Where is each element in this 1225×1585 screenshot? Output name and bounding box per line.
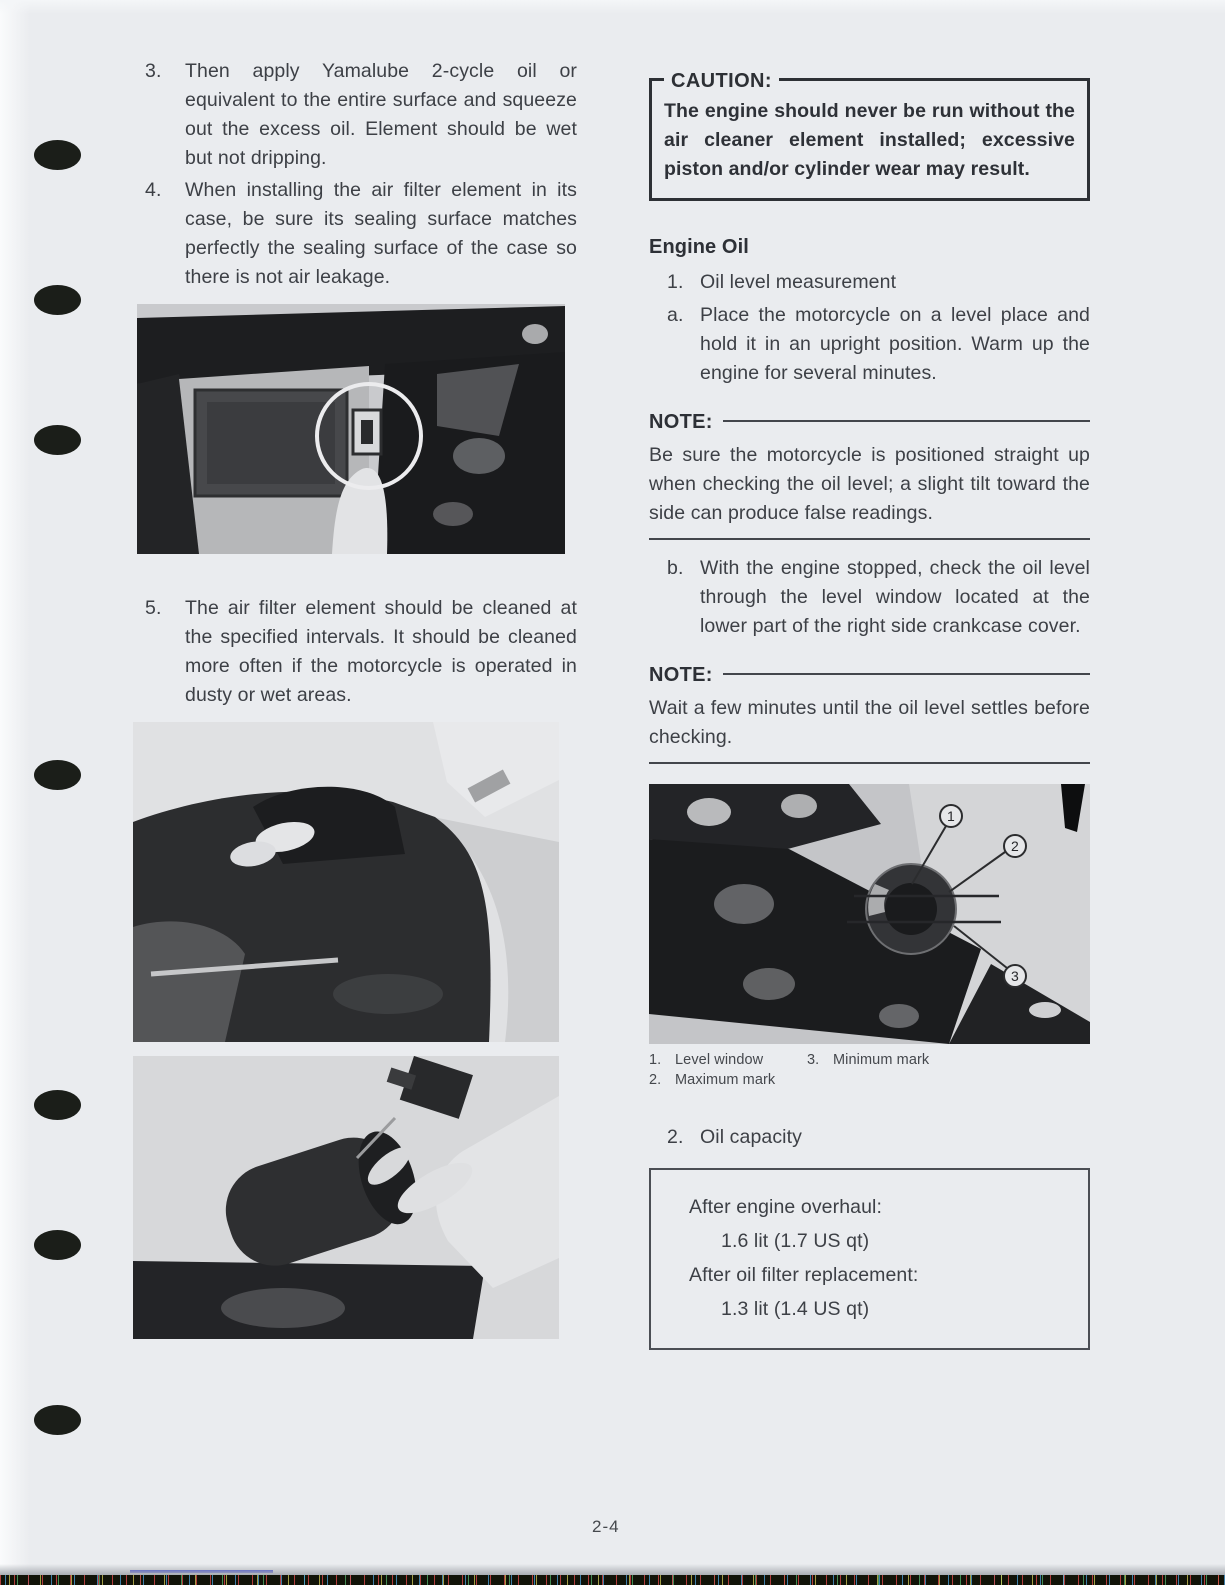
item-text: With the engine stopped, check the oil level through the level window located at the lower part of the right side crankcase cover. — [700, 557, 1090, 637]
caution-text: The engine should never be run without the air cleaner element installed; excessive piston and/or cylinder wear may result. — [664, 100, 1075, 180]
step-b-item — [649, 554, 1090, 641]
page-edge-highlight — [0, 0, 30, 1585]
binder-hole — [34, 1230, 81, 1260]
engine-oil-heading: Engine Oil — [649, 236, 749, 258]
note-rule — [723, 673, 1090, 675]
note-label: NOTE: — [649, 411, 713, 433]
caution-box — [649, 70, 1090, 201]
binder-hole — [34, 140, 81, 170]
binder-hole — [34, 1090, 81, 1120]
item-number: 2. — [667, 1126, 684, 1148]
step-text: Then apply Yamalube 2-cycle oil or equivalent to the entire surface and squeeze out the excess oil. Element should be wet but not dripping. — [185, 60, 577, 169]
note-rule — [723, 420, 1090, 422]
note-end-rule — [649, 762, 1090, 764]
legend-number: 1. — [649, 1052, 662, 1068]
item-text: Oil level measurement — [700, 271, 897, 293]
squeeze-element-photo — [133, 722, 559, 1042]
scan-shadow-band — [0, 1564, 1225, 1575]
caution-label: CAUTION: — [664, 67, 779, 96]
note-2-text: Wait a few minutes until the oil level settles before checking. — [649, 697, 1090, 748]
item-text: Oil capacity — [700, 1126, 802, 1148]
legend-label: Level window — [675, 1052, 764, 1068]
step-item-4 — [145, 176, 577, 292]
right-column — [649, 64, 1090, 1350]
legend-number: 2. — [649, 1072, 662, 1088]
callout-3-badge — [1004, 965, 1026, 987]
step-number: 3. — [145, 60, 162, 82]
oil-level-window-photo — [649, 784, 1090, 1044]
page-top-highlight — [0, 0, 1225, 14]
bottom-scan-bar — [0, 1575, 1225, 1585]
note-label: NOTE: — [649, 664, 713, 686]
callout-1-number: 1 — [947, 808, 955, 824]
air-filter-location-photo — [137, 304, 565, 554]
page-number: 2-4 — [592, 1517, 620, 1536]
step-item-5 — [145, 594, 577, 710]
callout-3-number: 3 — [1011, 968, 1019, 984]
callout-1-badge — [940, 805, 962, 827]
step-number: 4. — [145, 179, 162, 201]
legend-item-maximum-mark — [649, 1072, 807, 1089]
capacity-label: After engine overhaul: — [689, 1196, 882, 1218]
oil-level-item — [649, 268, 1090, 297]
note-1-text: Be sure the motorcycle is positioned straight up when checking the oil level; a slight tilt toward the side can produce false readings. — [649, 444, 1090, 524]
step-text: The air filter element should be cleaned at the specified intervals. It should be cleaned more often if the motorcycle is operated in dusty or wet areas. — [185, 597, 577, 706]
photo-legend — [649, 1052, 1090, 1089]
callout-2-badge — [1004, 835, 1026, 857]
binder-hole — [34, 1405, 81, 1435]
step-a-item — [649, 301, 1090, 388]
note-1-header — [649, 408, 1090, 437]
capacity-value: 1.6 lit (1.7 US qt) — [721, 1230, 870, 1252]
legend-item-level-window — [649, 1052, 807, 1069]
oil-capacity-item — [649, 1123, 1090, 1152]
oil-element-photo — [133, 1056, 559, 1339]
legend-item-minimum-mark — [807, 1052, 1090, 1069]
legend-number: 3. — [807, 1052, 820, 1068]
left-column — [145, 57, 577, 1339]
legend-label: Minimum mark — [833, 1052, 930, 1068]
step-item-3 — [145, 57, 577, 173]
item-number: 1. — [667, 271, 684, 293]
callout-2-number: 2 — [1011, 838, 1019, 854]
capacity-value: 1.3 lit (1.4 US qt) — [721, 1298, 870, 1320]
step-text: When installing the air filter element in its case, be sure its sealing surface matches perfectly the sealing surface of the case so there is not air leakage. — [185, 179, 577, 288]
binder-hole — [34, 760, 81, 790]
note-end-rule — [649, 538, 1090, 540]
item-number: b. — [667, 557, 684, 579]
step-number: 5. — [145, 597, 162, 619]
capacity-label: After oil filter replacement: — [689, 1264, 919, 1286]
item-number: a. — [667, 304, 684, 326]
binder-hole — [34, 285, 81, 315]
legend-label: Maximum mark — [675, 1072, 776, 1088]
binder-hole — [34, 425, 81, 455]
note-2-header — [649, 661, 1090, 690]
item-text: Place the motorcycle on a level place and hold it in an upright position. Warm up the engine for several minutes. — [700, 304, 1090, 384]
oil-capacity-box — [649, 1168, 1090, 1350]
